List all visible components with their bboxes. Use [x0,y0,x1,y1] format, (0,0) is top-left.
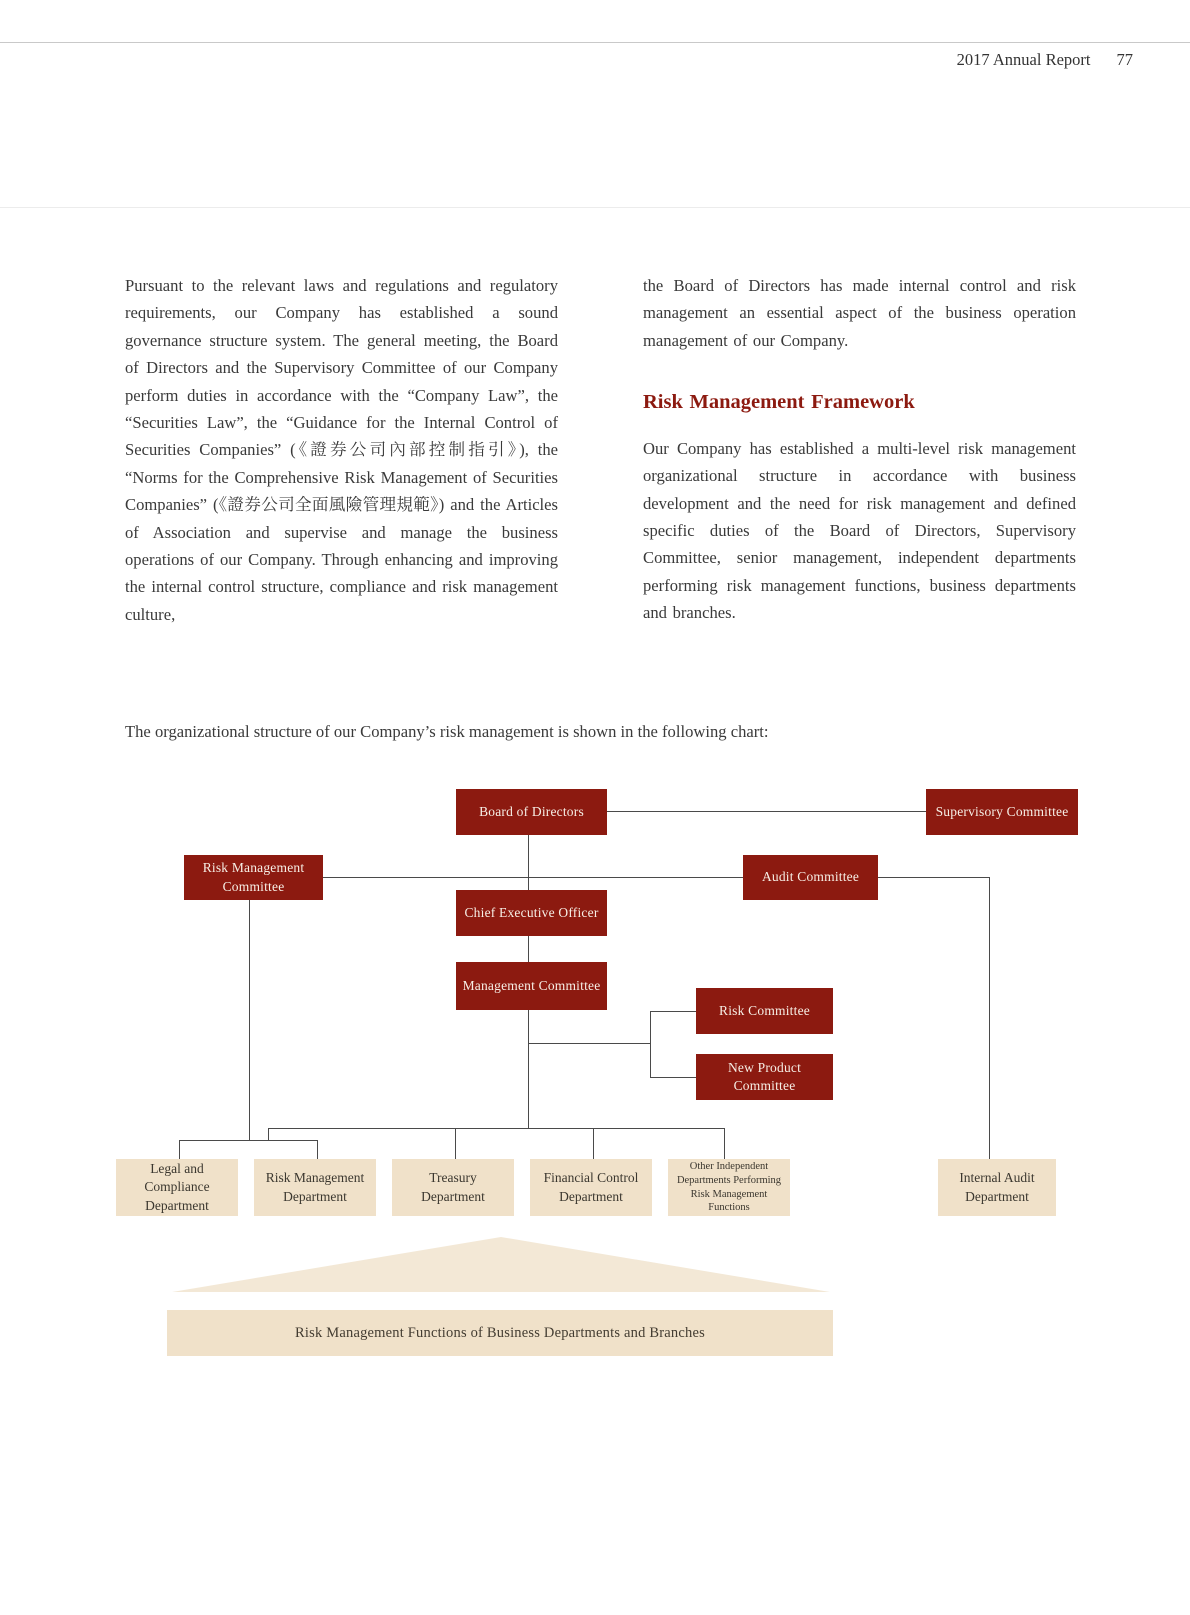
connector-audit-right [878,877,989,878]
connector-treasury-stub [455,1128,456,1159]
left-column-paragraph: Pursuant to the relevant laws and regulations and regulatory requirements, our Company has established a sound governance structure system. The general meeting, the Board of Directors and the Supervisory Committee of our Company perform duties in accordance with the “Company Law”, the “Securities Law”, the “Guidance for the Internal Control of Securities Companies” (《證券公司內部控制指引》), the “Norms for the Comprehensive Risk Management of Securities Companies” (《證券公司全面風險管理規範》) and the Articles of Association and supervise and manage the business operations of our Company. Through enhancing and improving the internal control structure, compliance and risk management culture, [125,276,558,624]
connector-rmc-audit [323,877,743,878]
connector-new-product-stub [650,1077,696,1078]
section-heading: Risk Management Framework [643,391,915,414]
node-other-independent-departments: Other Independent Departments Performing Risk Management Functions [668,1159,790,1216]
connector-ceo-management [528,936,529,962]
page-number: 77 [1116,50,1133,69]
report-title: 2017 Annual Report [956,50,1091,69]
connector-rmc-down [249,900,250,1140]
connector-risk-dept-stub [317,1140,318,1159]
node-risk-management-committee: Risk Management Committee [184,855,323,900]
connector-committees-bracket [650,1011,651,1077]
connector-financial-control-stub [593,1128,594,1159]
node-risk-management-department: Risk Management Department [254,1159,376,1216]
node-internal-audit-department: Internal Audit Department [938,1159,1056,1216]
connector-other-independent-stub [724,1128,725,1159]
connector-risk-committee-stub [650,1011,696,1012]
node-financial-control-department: Financial Control Department [530,1159,652,1216]
node-new-product-committee: New Product Committee [696,1054,833,1100]
node-treasury-department: Treasury Department [392,1159,514,1216]
node-audit-committee: Audit Committee [743,855,878,900]
connector-audit-internal-audit [989,877,990,1159]
node-risk-committee: Risk Committee [696,988,833,1034]
pyramid-shape [172,1237,830,1292]
bottom-bar-label: Risk Management Functions of Business Departments and Branches [295,1324,705,1341]
connector-departments-rail [268,1128,724,1129]
connector-board-ceo [528,835,529,890]
right-column-paragraph-1: the Board of Directors has made internal control and risk management an essential aspect of the business operation management of our Company. [643,276,1076,350]
right-column-paragraph-2: Our Company has established a multi-level risk management organizational structure in accordance with business development and the need for risk management and defined specific duties of the Board of Directors, Supervisory Committee, senior management, independent departments performing risk management functions, business departments and branches. [643,438,1076,623]
node-chief-executive-officer: Chief Executive Officer [456,890,607,936]
connector-legal-stub [179,1140,180,1159]
connector-management-committees-branch [528,1043,650,1044]
bottom-bar [167,1310,833,1356]
connector-rmc-bracket [179,1140,318,1141]
chart-intro-text: The organizational structure of our Company’s risk management is shown in the following chart: [125,722,769,741]
connector-management-down [528,1010,529,1128]
node-legal-compliance-department: Legal and Compliance Department [116,1159,238,1216]
node-management-committee: Management Committee [456,962,607,1010]
node-board-of-directors: Board of Directors [456,789,607,835]
node-supervisory-committee: Supervisory Committee [926,789,1078,835]
connector-board-supervisory [607,811,926,812]
